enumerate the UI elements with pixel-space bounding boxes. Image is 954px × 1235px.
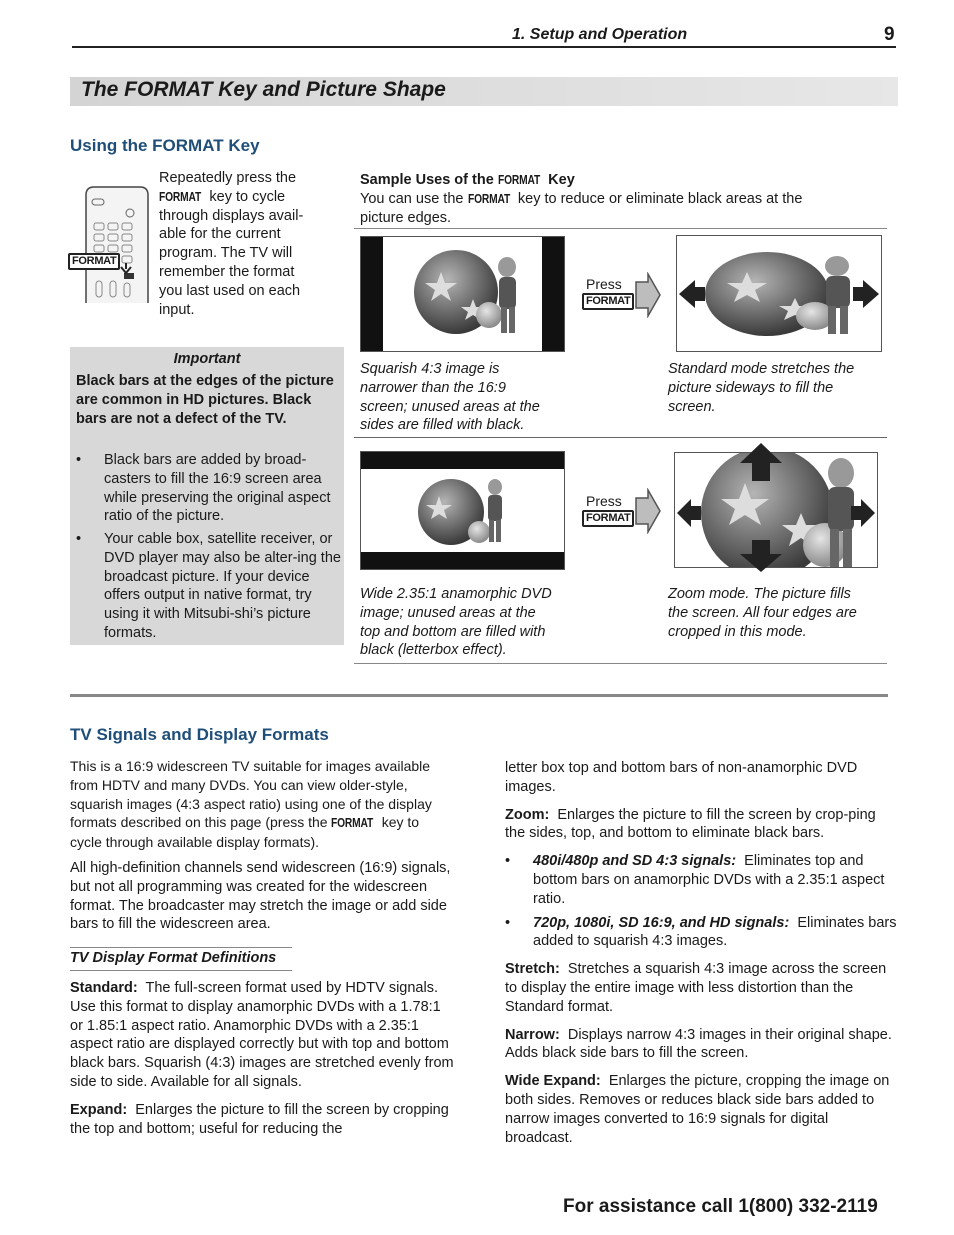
using-format-heading: Using the FORMAT Key bbox=[70, 136, 260, 155]
definitions-rule-top bbox=[70, 947, 292, 948]
important-title: Important bbox=[173, 351, 241, 367]
zoom-bullet: • 480i/480p and SD 4:3 signals: Eliminates top and bottom bars on anamorphic DVDs with a 2.35:1 aspect ratio. bbox=[505, 853, 885, 907]
using-format-line: program. The TV will bbox=[159, 245, 293, 262]
def-zoom: Zoom: Enlarges the picture to fill the screen by crop-ping the sides, top, and bottom to eliminate black bars. bbox=[505, 806, 876, 842]
format-keyword: FORMAT bbox=[159, 189, 202, 204]
def-standard: Standard: The full-screen format used by HDTV signals. Use this format to display anamorphic DVDs with a 1.78:1 or 1.85:1 aspect ratio. Anamorphic DVDs with a 2.35:1 aspect ratio are displayed correctly but with top and bottom black bars. Squarish (4:3) images are stretched evenly from side to side. Available for all signals. bbox=[70, 980, 454, 1090]
samples-intro-line: You can use the FORMAT key to reduce or eliminate black areas at the bbox=[360, 190, 803, 207]
def-narrow: Narrow: Displays narrow 4:3 images in their original shape. Adds black side bars to fill the screen. bbox=[505, 1026, 892, 1062]
squarish-4-3-image bbox=[360, 236, 565, 352]
tv-signals-heading: TV Signals and Display Formats bbox=[70, 725, 329, 744]
wide-letterbox-image bbox=[360, 451, 565, 570]
important-callout bbox=[70, 347, 344, 645]
using-format-line: input. bbox=[159, 301, 195, 318]
press-format-key-2: FORMAT bbox=[582, 510, 634, 527]
def-stretch: Stretch: Stretches a squarish 4:3 image across the screen to display the entire image with less distortion than the Standard format. bbox=[505, 961, 887, 1015]
using-format-body bbox=[159, 169, 329, 319]
assistance-footer: For assistance call 1(800) 332-2119 bbox=[563, 1196, 878, 1217]
samples-intro-line: picture edges. bbox=[360, 209, 452, 226]
press-label-1: Press bbox=[586, 276, 622, 292]
samples-top-rule bbox=[354, 228, 887, 229]
samples-mid-rule bbox=[354, 437, 887, 438]
page-title-bar bbox=[70, 77, 898, 106]
def-expand: Expand: Enlarges the picture to fill the screen by cropping the top and bottom; useful for reducing the bbox=[70, 1101, 449, 1137]
caption-squarish: Squarish 4:3 image is narrower than the 16:9 screen; unused areas at the sides are filled with black. bbox=[360, 361, 540, 434]
important-bullet: • Black bars are added by broad-casters to fill the 16:9 screen area while preserving the original aspect ratio of the picture. bbox=[76, 452, 331, 525]
arrow-up-icon bbox=[738, 441, 784, 488]
header-rule bbox=[72, 46, 896, 48]
running-header-section: 1. Setup and Operation bbox=[512, 26, 688, 43]
def-wide-expand: Wide Expand: Enlarges the picture, cropping the image on both sides. Removes or reduces black side bars added to narrow images converted to 16:9 signals for digital broadcast. bbox=[505, 1073, 890, 1146]
page-title: The FORMAT Key and Picture Shape bbox=[81, 78, 446, 101]
caption-zoom: Zoom mode. The picture fills the screen. All four edges are cropped in this mode. bbox=[668, 586, 857, 640]
format-keyword: FORMAT bbox=[331, 816, 374, 831]
caption-wide: Wide 2.35:1 anamorphic DVD image; unused areas at the top and bottom are filled with black (letterbox effect). bbox=[360, 586, 552, 659]
samples-heading: Sample Uses of the FORMAT Key bbox=[360, 172, 575, 188]
definitions-heading: TV Display Format Definitions bbox=[70, 950, 277, 966]
using-format-line: FORMAT key to cycle bbox=[159, 188, 286, 205]
definitions-right-column bbox=[505, 759, 898, 1156]
samples-intro bbox=[360, 171, 890, 227]
standard-stretch-image bbox=[676, 235, 882, 352]
using-format-line: through displays avail- bbox=[159, 207, 304, 224]
using-format-line: you last used on each bbox=[159, 282, 301, 299]
press-label-2: Press bbox=[586, 493, 622, 509]
page-number: 9 bbox=[884, 24, 895, 45]
tv-signals-para2: All high-definition channels send widescreen (16:9) signals, but not all programming was created for the widescreen format. The broadcaster may stretch the image or add side bars to fill the widescreen area. bbox=[70, 860, 451, 933]
bullet-dot: • bbox=[76, 452, 82, 468]
definitions-left-column bbox=[70, 979, 455, 1147]
def-expand-continued: letter box top and bottom bars of non-anamorphic DVD images. bbox=[505, 760, 858, 795]
samples-bottom-rule bbox=[354, 663, 887, 664]
arrow-right-icon bbox=[634, 488, 662, 539]
remote-control-illustration bbox=[70, 185, 150, 303]
zoom-bullet: • 720p, 1080i, SD 16:9, and HD signals: Eliminates bars added to squarish 4:3 images. bbox=[505, 914, 897, 950]
press-format-key-1: FORMAT bbox=[582, 293, 634, 310]
bullet-dot: • bbox=[76, 531, 82, 547]
tv-signals-intro: This is a 16:9 widescreen TV suitable for images available from HDTV and many DVDs. You can view older-style, squarish images (4:3 aspect ratio) using one of the display formats described on this page (press the FORMAT key to cycle through available display formats). bbox=[70, 758, 432, 851]
important-bullet: • Your cable box, satellite receiver, or DVD player may also be alter-ing the broadcast picture. If your device offers output in native format, try using it with Mitsubi-shi’s picture formats. bbox=[76, 531, 341, 641]
using-format-line: able for the current bbox=[159, 226, 281, 243]
remote-format-key: FORMAT bbox=[68, 253, 120, 270]
zoom-bullets bbox=[505, 852, 898, 951]
section-divider bbox=[70, 694, 888, 697]
arrow-down-icon bbox=[738, 538, 784, 579]
definitions-rule-bottom bbox=[70, 970, 292, 971]
using-format-line: remember the format bbox=[159, 263, 295, 280]
important-lead: Black bars at the edges of the picture are common in HD pictures. Black bars are not a defect of the TV. bbox=[76, 373, 334, 427]
caption-standard: Standard mode stretches the picture sideways to fill the screen. bbox=[668, 361, 855, 415]
using-format-line: Repeatedly press the bbox=[159, 170, 297, 186]
arrow-right-icon bbox=[634, 272, 662, 323]
